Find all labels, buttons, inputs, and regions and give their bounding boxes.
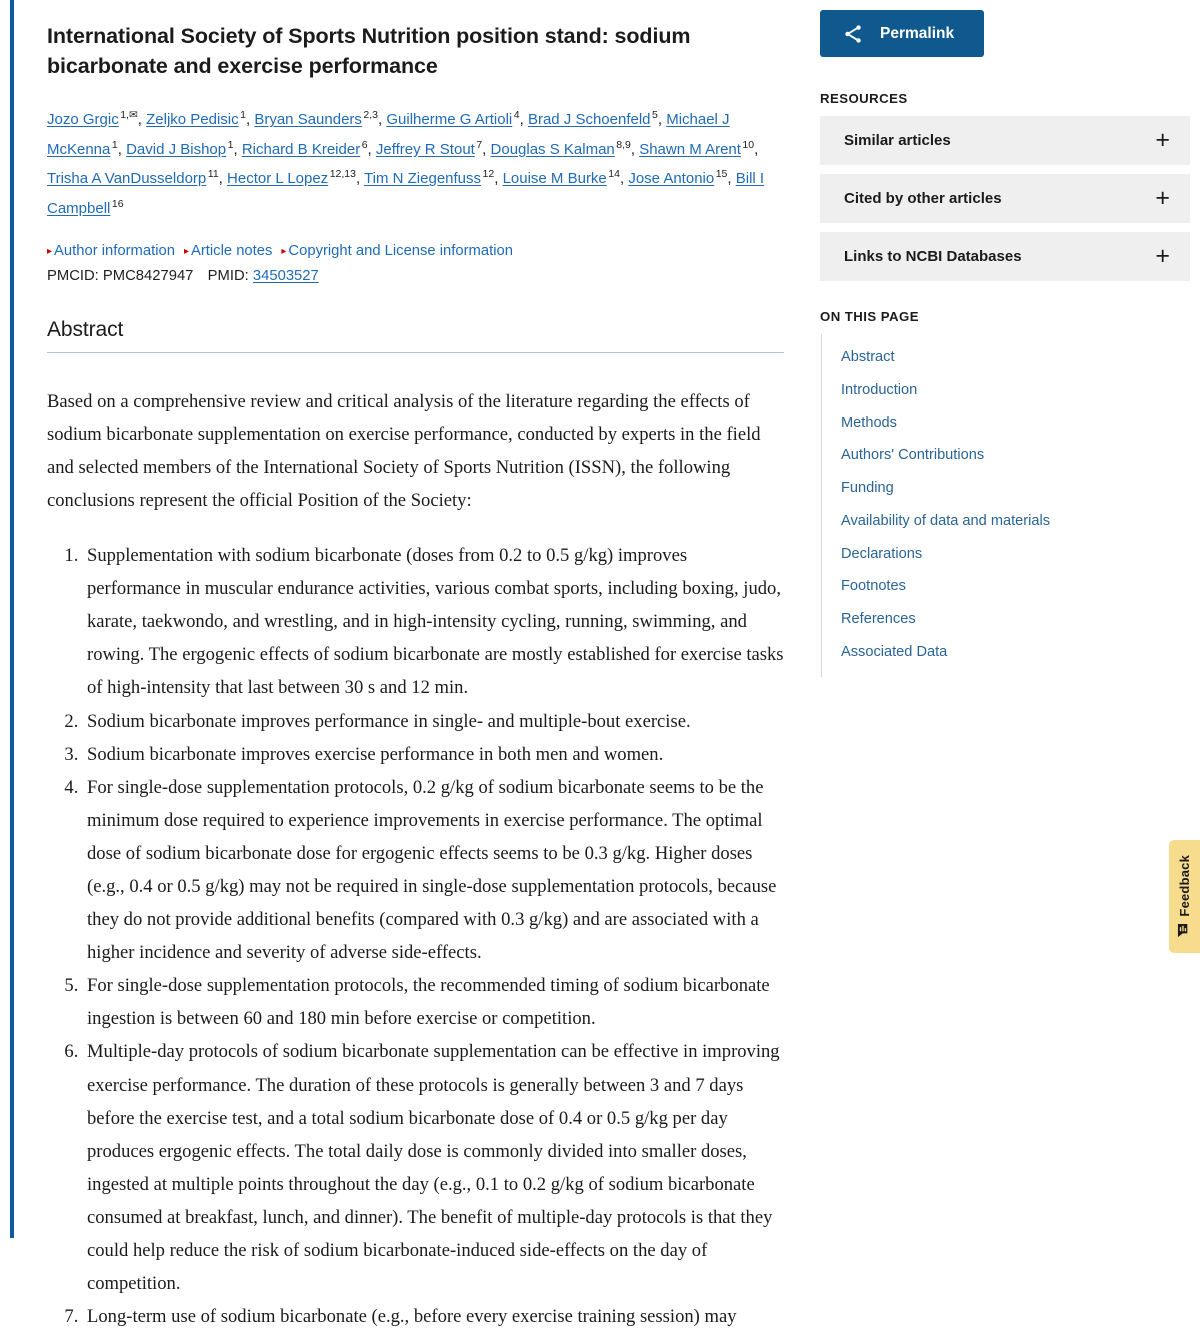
pmcid-value: PMC8427947 (102, 267, 194, 284)
meta-link-item[interactable] (47, 243, 175, 259)
toc-link[interactable]: Introduction (841, 381, 918, 398)
toc-link[interactable]: Footnotes (841, 578, 906, 595)
meta-link-label[interactable]: Author information (54, 242, 175, 259)
toc-link[interactable]: Authors' Contributions (841, 447, 985, 464)
pmid-label: PMID: (207, 267, 249, 284)
toc-link[interactable]: Abstract (841, 349, 895, 365)
author-link[interactable]: David J Bishop (126, 140, 227, 158)
accordion-row[interactable] (820, 232, 1190, 281)
pmid-link[interactable]: 34503527 (252, 267, 319, 284)
on-this-page-toc (821, 334, 1190, 677)
abstract-heading: Abstract (47, 318, 784, 353)
author-separator: , (519, 111, 528, 129)
toc-link[interactable]: References (841, 611, 916, 628)
article-sidebar (812, 0, 1200, 1238)
author-link[interactable]: Trisha A VanDusseldorp (47, 170, 207, 188)
author-separator: , (482, 140, 491, 158)
author-separator: , (137, 111, 147, 129)
author-link[interactable]: Bryan Saunders (254, 111, 362, 129)
plus-icon[interactable]: + (1155, 126, 1170, 154)
abstract-body (47, 385, 784, 1333)
pmcid-label: PMCID: (47, 267, 99, 284)
toc-link[interactable]: Declarations (841, 545, 923, 562)
author-link[interactable]: Brad J Schoenfeld (527, 111, 651, 129)
author-link[interactable]: Jose Antonio (628, 170, 715, 188)
author-link[interactable]: Bill I Campbell (47, 170, 765, 217)
meta-link-label[interactable]: Article notes (190, 242, 273, 259)
toc-link[interactable]: Methods (841, 414, 897, 431)
author-link[interactable]: Jozo Grgic (47, 111, 119, 129)
permalink-button-label: Permalink (880, 24, 955, 42)
author-separator: , (630, 140, 640, 158)
plus-icon[interactable]: + (1155, 184, 1170, 212)
toc-link[interactable]: Availability of data and materials (841, 512, 1051, 529)
plus-icon[interactable]: + (1155, 242, 1170, 270)
meta-link-item[interactable] (281, 243, 513, 259)
author-separator: , (657, 111, 667, 129)
author-separator: , (355, 170, 365, 188)
author-link[interactable]: Jeffrey R Stout (375, 140, 475, 158)
caret-right-icon: ▸ (47, 245, 53, 257)
author-link[interactable]: Guilherme G Artioli (386, 111, 513, 129)
meta-link-label[interactable]: Copyright and License information (288, 242, 513, 259)
conclusion-list-item: 6. Multiple-day protocols of sodium bicarbonate supplementation can be effective in improving exercise performance. The duration of these protocols is generally between 3 and 7 days before the exercise test, and a total sodium bicarbonate dose of 0.4 or 0.5 g/kg per day produces ergogenic effects. The total daily dose is commonly divided into smaller doses, ingested at multiple points throughout the day (e.g., 0.1 to 0.2 g/kg of sodium bicarbonate consumed at breakfast, lunch, and dinner). The benefit of multiple-day protocols is that they could help reduce the risk of sodium bicarbonate-induced side-effects on the day of competition. (83, 1035, 784, 1300)
author-link[interactable]: Louise M Burke (502, 170, 607, 188)
on-this-page-heading: ON THIS PAGE (820, 309, 919, 324)
conclusion-list-item: 4. For single-dose supplementation protocols, 0.2 g/kg of sodium bicarbonate seems to be the minimum dose required to experience improvements in exercise performance. The optimal dose of sodium bicarbonate dose for ergogenic effects seems to be 0.3 g/kg. Higher doses (e.g., 0.4 or 0.5 g/kg) may not be required in single-dose supplementation protocols, because they do not provide additional benefits (compared with 0.3 g/kg) and are associated with a higher incidence and severity of adverse side-effects. (83, 771, 784, 970)
accordion-row-label: Similar articles (844, 132, 951, 149)
conclusion-list-item: 2. Sodium bicarbonate improves performance in single- and multiple-bout exercise. (83, 705, 784, 738)
abstract-lead-paragraph: Based on a comprehensive review and critical analysis of the literature regarding the effects of sodium bicarbonate supplementation on exercise performance, conducted by experts in the field and selected members of the International Society of Sports Nutrition (ISSN), the following conclusions represent the official Position of the Society: (47, 390, 761, 511)
author-separator: , (218, 170, 228, 188)
feedback-tab[interactable] (1169, 840, 1200, 953)
author-link[interactable]: Hector L Lopez (227, 170, 329, 188)
feedback-tab-label: Feedback (1177, 854, 1192, 917)
accordion-row[interactable] (820, 116, 1190, 165)
author-link[interactable]: Michael J McKenna (47, 111, 730, 158)
accordion-row-label: Cited by other articles (844, 190, 1002, 207)
author-link[interactable]: Douglas S Kalman (490, 140, 615, 158)
accordion-row[interactable] (820, 174, 1190, 223)
author-separator: , (727, 170, 736, 188)
author-separator: , (117, 140, 127, 158)
toc-link[interactable]: Associated Data (841, 644, 948, 661)
meta-link-item[interactable] (184, 243, 272, 259)
conclusion-list-item: 1. Supplementation with sodium bicarbonate (doses from 0.2 to 0.5 g/kg) improves performance in muscular endurance activities, various combat sports, including boxing, judo, karate, taekwondo, and wrestling, and in high-intensity cycling, running, swimming, and rowing. The ergogenic effects of sodium bicarbonate are mostly established for exercise tasks of high-intensity that last between 30 s and 12 min. (83, 539, 784, 704)
accordion-row-label: Links to NCBI Databases (844, 248, 1022, 265)
author-separator: , (494, 170, 503, 188)
author-separator: , (378, 111, 387, 129)
author-list: Jozo Grgic $^{1,✉}$, Zeljko Pedisic $^1$, Bryan Saunders $^{2,3}$, Guilherme G Artioli $^4$, Brad J Schoenfeld $^5$, Michael J McKenna $^1$, David J Bishop $^1$, Richard B Kreider $^6$, Jeffrey R Stout $^7$, Douglas S Kalman $^{8,9}$, Shawn M Arent $^{10}$, Trisha A VanDusseldorp $^{11}$, Hector L Lopez $^{12,13}$, Tim N Ziegenfuss $^{12}$, Louise M Burke $^{14}$, Jose Antonio $^{15}$, Bill I Campbell $^{16}$ (47, 109, 765, 217)
author-separator: , (367, 140, 376, 158)
author-link[interactable]: Tim N Ziegenfuss (364, 170, 482, 188)
page-title: International Society of Sports Nutrition position stand: sodium bicarbonate and exercise performance (47, 24, 691, 78)
author-separator: , (619, 170, 629, 188)
author-link[interactable]: Richard B Kreider (241, 140, 361, 158)
resources-accordion (820, 116, 1190, 281)
chart-bars-icon (1177, 923, 1192, 938)
conclusion-list-item: 7. Long-term use of sodium bicarbonate (e.g., before every exercise training session) may (83, 1300, 784, 1333)
article-identifiers (47, 268, 784, 284)
toc-link[interactable]: Funding (841, 480, 894, 497)
author-separator: , (754, 140, 759, 158)
permalink-button[interactable] (820, 10, 984, 57)
article-meta-links (47, 240, 784, 262)
share-icon (842, 23, 864, 45)
conclusion-list-item: 3. Sodium bicarbonate improves exercise performance in both men and women. (83, 738, 784, 771)
abstract-conclusions-list (47, 539, 784, 1333)
caret-right-icon: ▸ (281, 245, 287, 257)
author-link[interactable]: Shawn M Arent (639, 140, 741, 158)
author-link[interactable]: Zeljko Pedisic (146, 111, 239, 129)
caret-right-icon: ▸ (183, 245, 189, 257)
conclusion-list-item: 5. For single-dose supplementation protocols, the recommended timing of sodium bicarbonate ingestion is between 60 and 180 min before exercise or competition. (83, 969, 784, 1035)
author-separator: , (246, 111, 255, 129)
resources-heading: RESOURCES (820, 91, 908, 106)
author-separator: , (233, 140, 242, 158)
